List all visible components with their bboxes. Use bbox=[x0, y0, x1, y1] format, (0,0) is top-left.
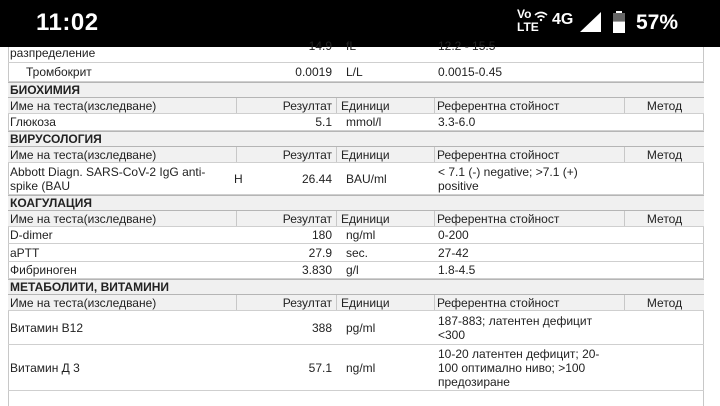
test-unit: BAU/ml bbox=[346, 171, 387, 186]
test-reference: 0-200 bbox=[438, 228, 469, 242]
test-result: 5.1 bbox=[315, 115, 332, 129]
test-reference: 12.2 - 15.5 bbox=[438, 39, 496, 53]
table-row bbox=[8, 227, 704, 244]
section-title: ВИРУСОЛОГИЯ bbox=[10, 132, 102, 146]
battery-percent: 57% bbox=[636, 11, 679, 34]
signal-icon bbox=[580, 12, 602, 37]
header-reference: Референтна стойност bbox=[434, 98, 624, 113]
test-unit: sec. bbox=[346, 245, 369, 260]
volte-indicator: Vo LTE bbox=[517, 7, 539, 34]
header-unit: Единици bbox=[336, 211, 434, 226]
header-unit: Единици bbox=[336, 147, 434, 162]
header-test-name: Име на теста(изследване) bbox=[10, 147, 157, 162]
header-result: Резултат bbox=[236, 295, 332, 310]
test-result: 3.830 bbox=[301, 263, 332, 277]
test-name: Фибриноген bbox=[10, 263, 77, 277]
test-unit: L/L bbox=[346, 65, 363, 79]
test-name: Abbott Diagn. SARS-CoV-2 IgG anti-spike (BAU bbox=[10, 164, 206, 193]
test-reference: 27-42 bbox=[438, 245, 469, 260]
section-heading-biochemistry bbox=[8, 82, 704, 98]
test-unit: mmol/l bbox=[346, 115, 382, 129]
header-reference: Референтна стойност bbox=[434, 147, 624, 162]
test-unit: ng/ml bbox=[346, 360, 376, 375]
test-name: Глюкоза bbox=[10, 115, 56, 129]
header-reference: Референтна стойност bbox=[434, 211, 624, 226]
test-name: D-dimer bbox=[10, 228, 53, 242]
header-test-name: Име на теста(изследване) bbox=[10, 98, 157, 113]
header-unit: Единици bbox=[336, 295, 434, 310]
table-row bbox=[8, 114, 704, 131]
test-name: Витамин B12 bbox=[10, 320, 84, 335]
header-test-name: Име на теста(изследване) bbox=[10, 211, 157, 226]
header-method: Метод bbox=[624, 98, 704, 113]
test-result: 26.44 bbox=[301, 171, 332, 186]
test-result: 180 bbox=[311, 228, 332, 242]
table-row bbox=[8, 163, 704, 195]
test-reference: 187-883; латентен дефицит <300 bbox=[438, 313, 593, 342]
test-result: 0.0019 bbox=[295, 65, 332, 79]
header-result: Резултат bbox=[236, 98, 332, 113]
header-test-name: Име на теста(изследване) bbox=[10, 295, 157, 310]
header-reference: Референтна стойност bbox=[434, 295, 624, 310]
test-reference: 1.8-4.5 bbox=[438, 263, 476, 277]
test-reference: 0.0015-0.45 bbox=[438, 65, 503, 79]
test-result: 388 bbox=[311, 320, 332, 335]
table-header-row bbox=[8, 147, 704, 163]
table-header-row bbox=[8, 211, 704, 227]
table-row bbox=[8, 63, 704, 82]
table-row bbox=[8, 311, 704, 345]
table-row bbox=[8, 262, 704, 279]
table-row bbox=[8, 345, 704, 391]
test-result: 57.1 bbox=[308, 360, 332, 375]
network-type: 4G bbox=[552, 11, 574, 28]
test-unit: fL bbox=[346, 39, 357, 53]
test-result: 14.9 bbox=[308, 39, 332, 53]
header-method: Метод bbox=[624, 295, 704, 310]
abnormal-flag: H bbox=[234, 171, 243, 186]
section-title: КОАГУЛАЦИЯ bbox=[10, 196, 92, 210]
section-heading-metabolites-vitamins bbox=[8, 279, 704, 295]
battery-icon bbox=[612, 11, 626, 38]
test-unit: pg/ml bbox=[346, 320, 376, 335]
test-name: разпределение bbox=[10, 46, 96, 60]
table-row bbox=[8, 244, 704, 262]
header-result: Резултат bbox=[236, 211, 332, 226]
test-name: aPTT bbox=[10, 245, 40, 260]
test-result: 27.9 bbox=[308, 245, 332, 260]
wifi-calling-icon bbox=[534, 8, 548, 26]
test-unit: g/l bbox=[346, 263, 359, 277]
section-title: БИОХИМИЯ bbox=[10, 83, 81, 97]
test-reference: 10-20 латентен дефицит; 20-100 оптимално ниво; >100 предозиране bbox=[438, 346, 600, 389]
header-result: Резултат bbox=[236, 147, 332, 162]
header-unit: Единици bbox=[336, 98, 434, 113]
test-name: Тромбокрит bbox=[26, 65, 92, 79]
header-method: Метод bbox=[624, 147, 704, 162]
table-row bbox=[8, 39, 704, 63]
test-unit: ng/ml bbox=[346, 228, 376, 242]
test-name: Витамин Д 3 bbox=[10, 360, 80, 375]
test-reference: 3.3-6.0 bbox=[438, 115, 476, 129]
test-reference: < 7.1 (-) negative; >7.1 (+) positive bbox=[438, 164, 578, 193]
section-title: МЕТАБОЛИТИ, ВИТАМИНИ bbox=[10, 280, 170, 294]
results-document[interactable] bbox=[0, 39, 720, 406]
section-heading-virology bbox=[8, 131, 704, 147]
header-method: Метод bbox=[624, 211, 704, 226]
table-header-row bbox=[8, 98, 704, 114]
table-header-row bbox=[8, 295, 704, 311]
section-heading-coagulation bbox=[8, 195, 704, 211]
status-time: 11:02 bbox=[36, 9, 99, 36]
